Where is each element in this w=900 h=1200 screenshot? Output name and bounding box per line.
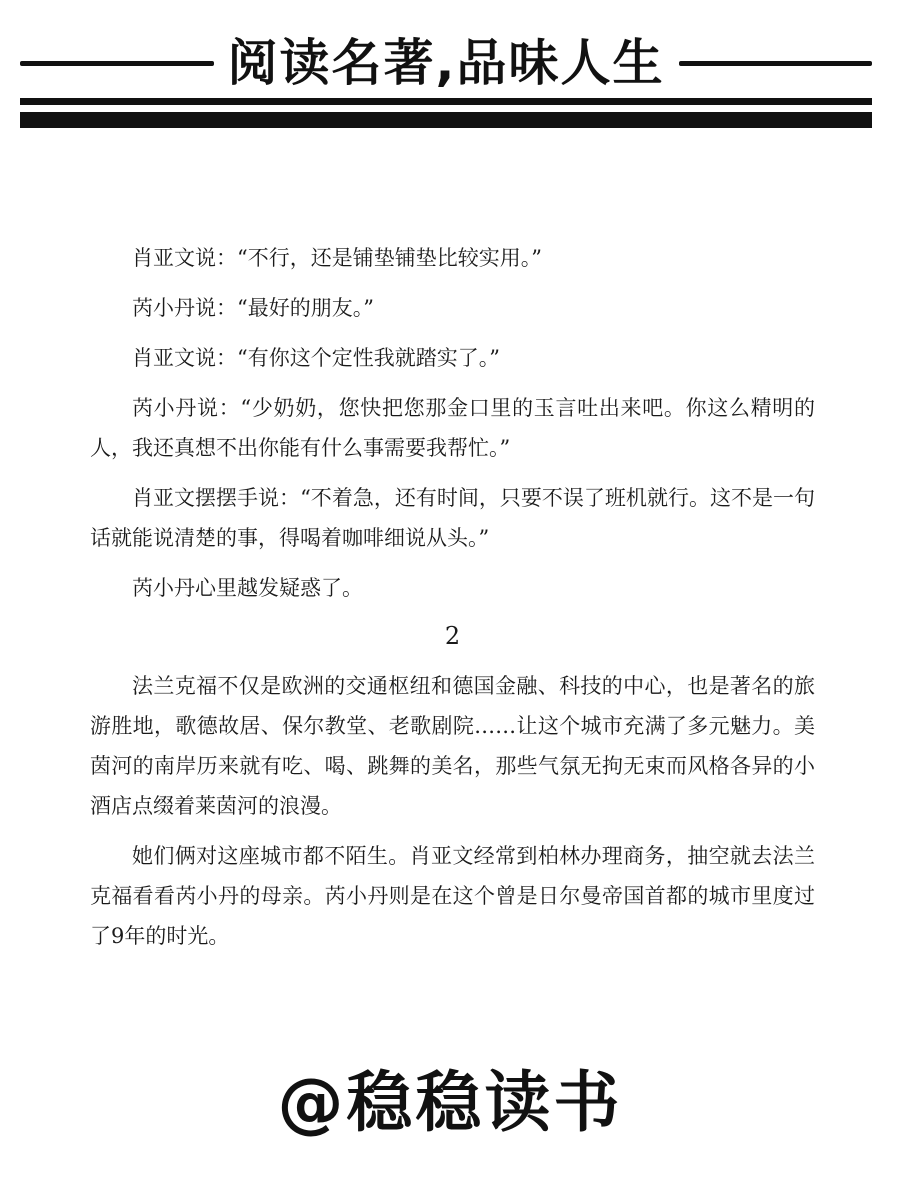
header-title: 阅读名著,品味人生 xyxy=(227,34,665,92)
section-number: 2 xyxy=(444,622,461,650)
header-line-left xyxy=(20,61,214,66)
paragraph: 她们俩对这座城市都不陌生。肖亚文经常到柏林办理商务，抽空就去法兰克福看看芮小丹的母亲。芮小丹则是在这个曾是日尔曼帝国首都的城市里度过了9年的时光。 xyxy=(90,844,815,948)
paragraph: 肖亚文说：“不行，还是铺垫铺垫比较实用。” xyxy=(132,246,542,270)
page-header xyxy=(0,0,900,140)
page-footer xyxy=(0,1058,900,1148)
header-line-right xyxy=(679,61,873,66)
header-rule-thick xyxy=(20,112,872,128)
paragraph: 肖亚文摆摆手说：“不着急，还有时间，只要不误了班机就行。这不是一句话就能说清楚的事，得喝着咖啡细说从头。” xyxy=(90,486,815,550)
paragraph: 法兰克福不仅是欧洲的交通枢纽和德国金融、科技的中心，也是著名的旅游胜地，歌德故居、保尔教堂、老歌剧院……让这个城市充满了多元魅力。美茵河的南岸历来就有吃、喝、跳舞的美名，那些气氛无拘无束而风格各异的小酒店点缀着莱茵河的浪漫。 xyxy=(90,674,815,818)
header-title-row xyxy=(20,28,872,98)
paragraph: 芮小丹说：“最好的朋友。” xyxy=(132,296,374,320)
header-rule-thin xyxy=(20,98,872,105)
watermark-logo: @稳稳读书 xyxy=(277,1064,623,1141)
book-text xyxy=(90,238,815,966)
paragraph: 芮小丹说：“少奶奶，您快把您那金口里的玉言吐出来吧。你这么精明的人，我还真想不出你能有什么事需要我帮忙。” xyxy=(90,396,815,460)
paragraph: 肖亚文说：“有你这个定性我就踏实了。” xyxy=(132,346,500,370)
paragraph: 芮小丹心里越发疑惑了。 xyxy=(132,576,363,600)
